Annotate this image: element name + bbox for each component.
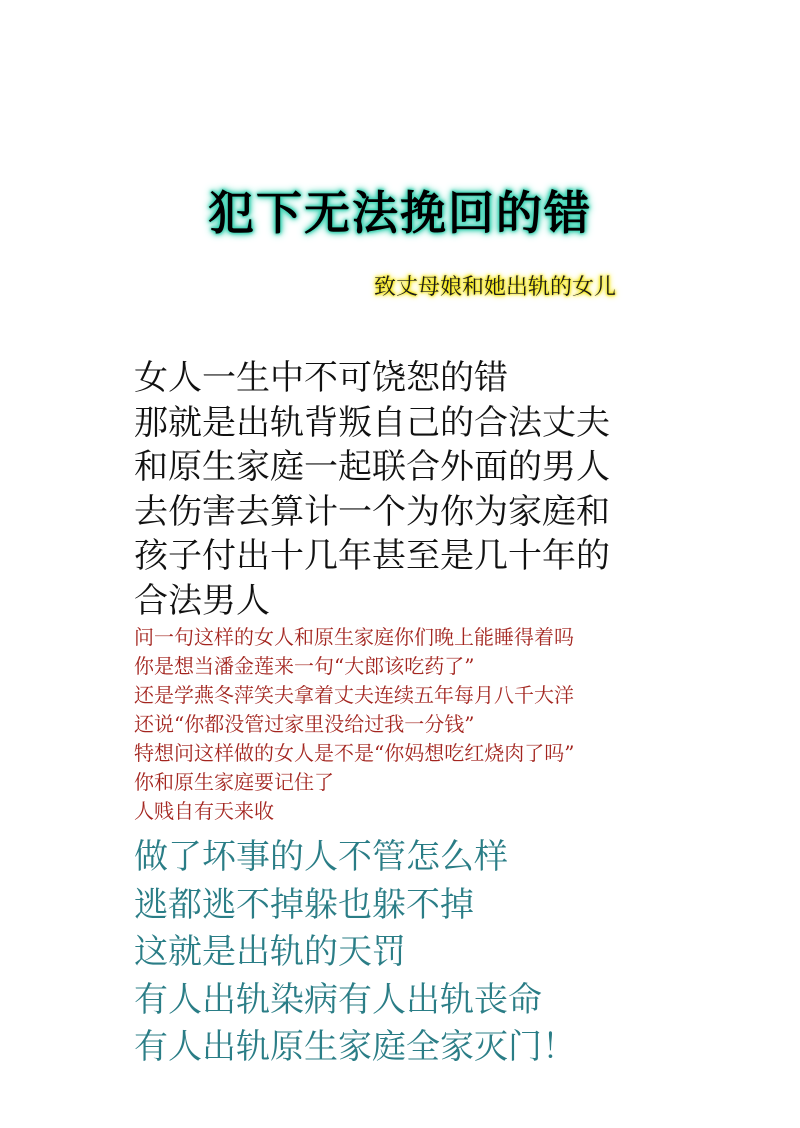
text-line: 孩子付出十几年甚至是几十年的 [134,536,610,576]
text-line: 逃都逃不掉躲也躲不掉 [134,884,474,925]
paragraph-questions [134,623,774,826]
document-title: 犯下无法挽回的错 [208,186,592,240]
text-line: 人贱自有天来收 [134,799,274,823]
text-line: 和原生家庭一起联合外面的男人 [134,447,610,487]
text-line: 问一句这样的女人和原生家庭你们晚上能睡得着吗 [134,625,574,649]
text-line: 有人出轨原生家庭全家灭门！ [134,1027,576,1067]
text-line: 那就是出轨背叛自己的合法丈夫 [134,402,610,443]
paragraph-conclusion [134,834,774,1072]
text-line: 有人出轨染病有人出轨丧命 [134,979,542,1020]
text-line: 还是学燕冬萍笑夫拿着丈夫连续五年每月八千大洋 [134,683,574,707]
text-line: 你和原生家庭要记住了 [134,770,334,794]
text-line: 去伤害去算计一个为你为家庭和 [134,491,610,532]
text-line: 做了坏事的人不管怎么样 [134,837,508,877]
text-line: 合法男人 [134,580,270,621]
text-line: 你是想当潘金莲来一句“大郎该吃药了” [134,654,475,678]
text-line: 女人一生中不可饶恕的错 [134,358,508,398]
text-line: 还说“你都没管过家里没给过我一分钱” [134,712,475,736]
text-line: 特想问这样做的女人是不是“你妈想吃红烧肉了吗” [134,741,575,765]
text-line: 这就是出轨的天罚 [134,932,406,972]
paragraph-main [134,356,774,623]
document-subtitle: 致丈母娘和她出轨的女儿 [373,275,616,300]
